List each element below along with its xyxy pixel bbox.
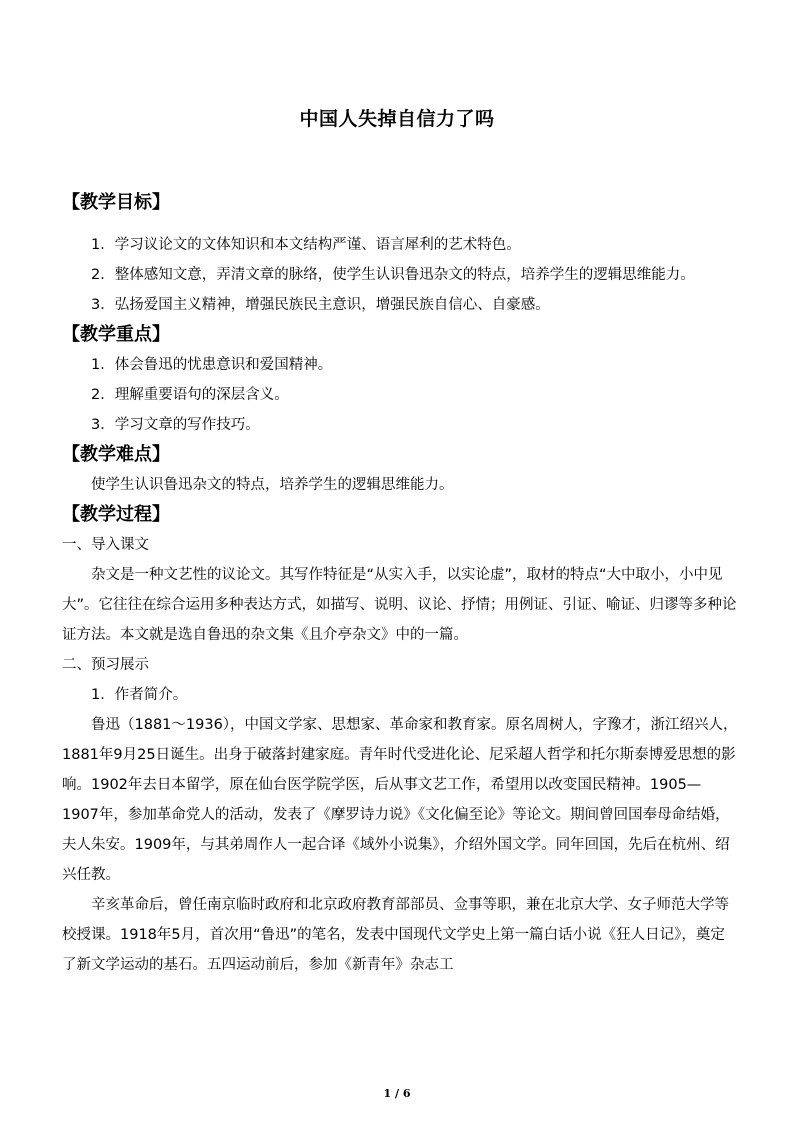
objectives-heading: 【教学目标】 (62, 192, 170, 213)
key-point-item-2: 2．理解重要语句的深层含义。 (91, 387, 289, 403)
objective-item-2: 2．整体感知文意，弄清文章的脉络，使学生认识鲁迅杂文的特点，培养学生的逻辑思维能力。 (91, 267, 695, 283)
author-bio-paragraph-2: 辛亥革命后，曾任南京临时政府和北京政府教育部部员、佥事等职，兼在北京大学、女子师范大学等校授课。1918年5月，首次用“鲁迅”的笔名，发表中国现代文学史上第一篇白话小说《狂人日记》，奠定了新文学运动的基石。五四运动前后，参加《新青年》杂志工 (62, 897, 729, 973)
objective-item-3: 3．弘扬爱国主义精神，增强民族民主意识，增强民族自信心、自豪感。 (91, 297, 550, 313)
process-heading: 【教学过程】 (62, 504, 170, 525)
page-number: 1 / 6 (383, 1087, 411, 1100)
process-part2-title: 二、预习展示 (62, 657, 149, 673)
objective-item-1: 1．学习议论文的文体知识和本文结构严谨、语言犀利的艺术特色。 (91, 237, 521, 253)
process-part1-text: 杂文是一种文艺性的议论文。其写作特征是“从实入手，以实论虚”，取材的特点“大中取小，小中见大”。它往往在综合运用多种表达方式，如描写、说明、议论、抒情；用例证、引证、喻证、归谬等多种论证方法。本文就是选自鲁迅的杂文集《且介亭杂文》中的一篇。 (62, 567, 737, 643)
key-points-heading: 【教学重点】 (62, 324, 170, 345)
process-part1-title: 一、导入课文 (62, 537, 149, 553)
document-body (62, 188, 738, 980)
difficulties-text: 使学生认识鲁迅杂文的特点，培养学生的逻辑思维能力。 (91, 477, 454, 493)
process-part2-sub1: 1．作者简介。 (91, 687, 188, 703)
document-title: 中国人失掉自信力了吗 (299, 108, 495, 130)
difficulties-heading: 【教学难点】 (62, 444, 170, 465)
key-point-item-3: 3．学习文章的写作技巧。 (91, 417, 260, 433)
key-point-item-1: 1．体会鲁迅的忧患意识和爱国精神。 (91, 357, 333, 373)
author-bio-paragraph-1: 鲁迅（1881～1936），中国文学家、思想家、革命家和教育家。原名周树人，字豫才，浙江绍兴人，1881年9月25日诞生。出身于破落封建家庭。青年时代受进化论、尼采超人哲学和托尔斯泰博爱思想的影响。1902年去日本留学，原在仙台医学院学医，后从事文艺工作，希望用以改变国民精神。1905—1907年，参加革命党人的活动，发表了《摩罗诗力说》《文化偏至论》等论文。期间曾回国奉母命结婚，夫人朱安。1909年，与其弟周作人一起合译《域外小说集》，介绍外国文学。同年回国，先后在杭州、绍兴任教。 (62, 717, 738, 883)
